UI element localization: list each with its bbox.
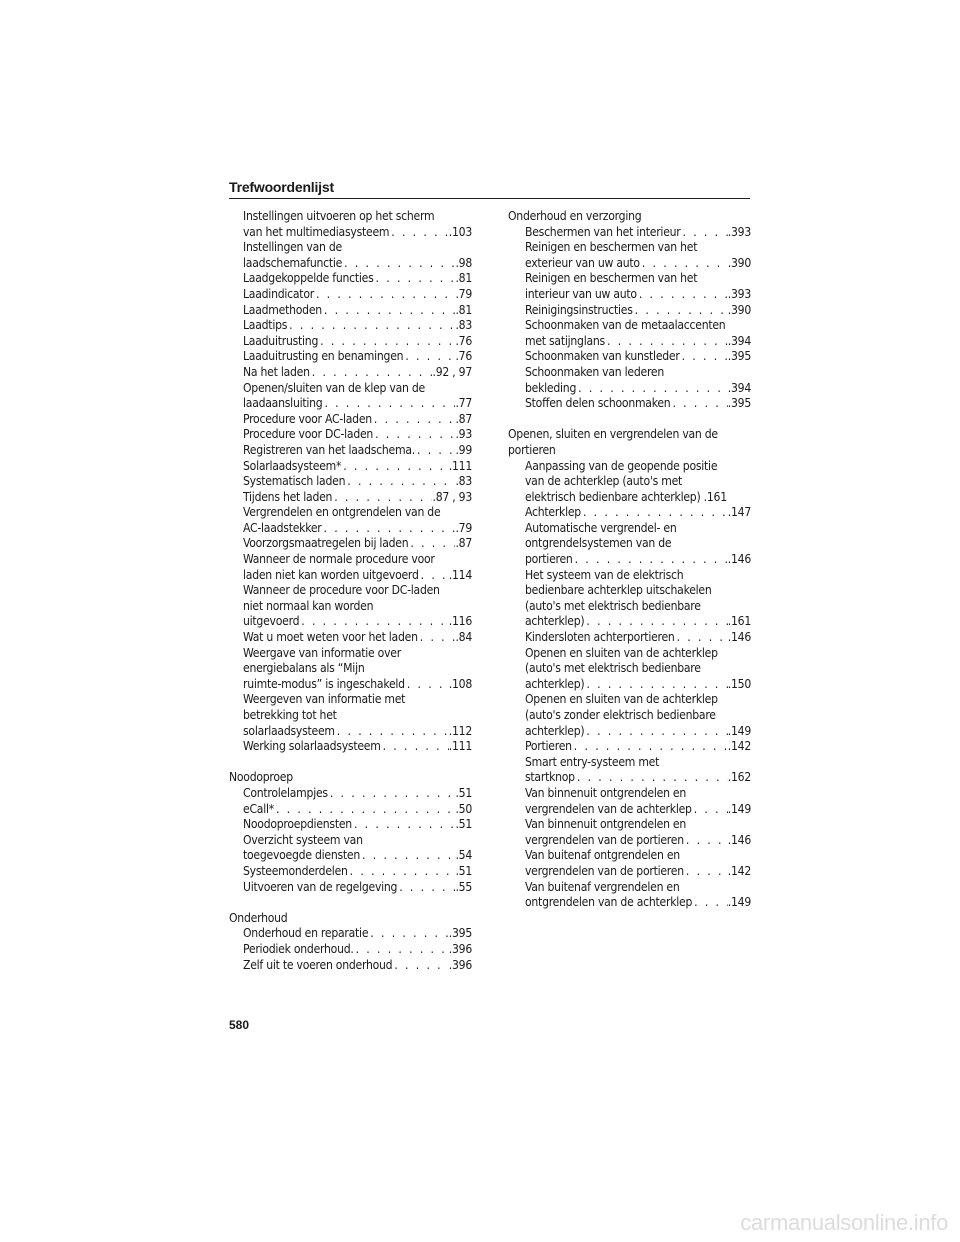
index-entry-label: Stoffen delen schoonmaken <box>525 396 671 411</box>
page-reference: .395 <box>448 926 472 941</box>
index-subentry <box>229 256 472 272</box>
index-entry-label: Controlelampjes <box>243 785 328 800</box>
page-reference: .150 <box>727 676 751 691</box>
dot-leader <box>680 349 728 365</box>
index-entry-label: Laadindicator <box>243 286 314 301</box>
index-column-right <box>508 209 751 911</box>
index-entry-label: Solarlaadsysteem* <box>243 458 342 473</box>
index-subentry-text: Van binnenuit ontgrendelen en <box>525 817 687 832</box>
index-subentry <box>508 770 751 786</box>
index-subentry <box>229 521 472 537</box>
index-subentry-text: Aanpassing van de geopende positie <box>525 458 718 473</box>
dot-leader <box>675 630 728 646</box>
dot-leader <box>354 942 449 958</box>
dot-leader <box>310 365 433 381</box>
index-subentry <box>229 739 472 755</box>
index-subentry <box>508 225 751 241</box>
index-subentry <box>229 614 472 630</box>
index-entry-label: laden niet kan worden uitgevoerd <box>243 567 419 582</box>
page-reference: .51 <box>455 785 472 800</box>
page-reference: .116 <box>448 614 472 629</box>
dot-leader <box>368 926 449 942</box>
dot-leader <box>381 739 449 755</box>
index-column-left <box>229 209 472 973</box>
index-entry-label: AC-laadstekker <box>243 520 322 535</box>
index-subentry <box>508 256 751 272</box>
dot-leader <box>405 677 449 693</box>
page-reference: .111 <box>448 739 472 754</box>
index-subentry <box>229 318 472 334</box>
page-reference: .103 <box>448 224 472 239</box>
index-entry-label: Kindersloten achterportieren <box>525 630 675 645</box>
index-entry-label: toegevoegde diensten <box>243 848 361 863</box>
page-reference: .161 <box>727 614 751 629</box>
index-entry-label: Laadgekoppelde functies <box>243 271 374 286</box>
index-entry-label: Voorzorgsmaatregelen bij laden <box>243 536 409 551</box>
index-subentry <box>229 926 472 942</box>
index-subentry <box>508 303 751 319</box>
index-subentry-text: energiebalans als “Mijn <box>243 661 365 676</box>
index-subentry-text: Schoonmaken van de metaalaccenten <box>525 318 726 333</box>
page-reference: .81 <box>455 302 472 317</box>
dot-leader <box>573 552 728 568</box>
page-reference: .393 <box>727 286 751 301</box>
index-subentry <box>229 443 472 459</box>
page-title: Trefwoordenlijst <box>229 179 334 195</box>
dot-leader <box>418 630 456 646</box>
index-subentry-text: niet normaal kan worden <box>243 598 374 613</box>
index-entry-label: ruimte-modus” is ingeschakeld <box>243 676 405 691</box>
index-subentry <box>229 536 472 552</box>
index-subentry-text: Wanneer de normale procedure voor <box>243 552 435 567</box>
index-subentry <box>229 412 472 428</box>
index-entry-label: van het multimediasysteem <box>243 224 390 239</box>
index-entry-label: solarlaadsysteem <box>243 723 335 738</box>
dot-leader <box>314 287 456 303</box>
page-reference: .51 <box>455 863 472 878</box>
page-reference: .162 <box>727 770 751 785</box>
index-entry-label: interieur van uw auto <box>525 286 637 301</box>
page-reference: .146 <box>727 630 751 645</box>
page-reference: .394 <box>727 333 751 348</box>
page-reference: .84 <box>455 630 472 645</box>
index-subentry <box>229 802 472 818</box>
dot-leader <box>274 802 456 818</box>
dot-leader <box>374 271 456 287</box>
index-subentry-text: Overzicht systeem van <box>243 832 363 847</box>
page-reference: .149 <box>727 723 751 738</box>
index-subentry-text: (auto's met elektrisch bedienbare <box>525 661 701 676</box>
index-entry-label: exterieur van uw auto <box>525 255 640 270</box>
page-reference: .149 <box>727 801 751 816</box>
index-entry-label: uitgevoerd <box>243 614 300 629</box>
dot-leader <box>633 303 728 319</box>
watermark: carmanualsonline.info <box>740 1210 948 1235</box>
index-entry-label: Laaduitrusting <box>243 333 319 348</box>
page-reference: .51 <box>455 817 472 832</box>
index-entry-label: met satijnglans <box>525 333 605 348</box>
dot-leader <box>692 802 728 818</box>
page-reference: .99 <box>455 442 472 457</box>
index-heading: Openen, sluiten en vergrendelen van de <box>508 427 718 442</box>
index-entry-label: vergrendelen van de portieren <box>525 832 684 847</box>
index-subentry <box>229 677 472 693</box>
dot-leader <box>403 349 455 365</box>
index-subentry <box>508 739 751 755</box>
index-subentry-text: bedienbare achterklep uitschakelen <box>525 583 712 598</box>
index-entry-label: Na het laden <box>243 364 310 379</box>
index-subentry <box>229 334 472 350</box>
index-entry-label: Procedure voor AC-laden <box>243 411 372 426</box>
index-subentry <box>508 381 751 397</box>
index-entry-label: Wat u moet weten voor het laden <box>243 630 418 645</box>
dot-leader <box>345 474 455 490</box>
dot-leader <box>575 770 728 786</box>
dot-leader <box>637 287 728 303</box>
page-reference: .396 <box>448 941 472 956</box>
dot-leader <box>397 880 455 896</box>
index-subentry <box>508 802 751 818</box>
entry-group-gap <box>229 895 472 911</box>
page-reference: .146 <box>727 552 751 567</box>
index-subentry <box>229 349 472 365</box>
index-subentry-text: Reinigen en beschermen van het <box>525 271 698 286</box>
entry-group-gap <box>229 755 472 771</box>
index-entry-label: startknop <box>525 770 575 785</box>
index-subentry <box>229 287 472 303</box>
index-subentry <box>508 334 751 350</box>
index-subentry-text: Instellingen uitvoeren op het scherm <box>243 209 435 223</box>
page-reference: .108 <box>448 676 472 691</box>
index-subentry-text: Reinigen en beschermen van het <box>525 240 698 255</box>
page-reference: .87 <box>455 536 472 551</box>
index-subentry <box>229 490 472 506</box>
index-subentry <box>508 895 751 911</box>
page-reference: .147 <box>727 505 751 520</box>
index-subentry <box>229 724 472 740</box>
page-reference: .393 <box>727 224 751 239</box>
index-subentry <box>229 880 472 896</box>
index-subentry <box>508 833 751 849</box>
index-entry-label: Portieren <box>525 739 572 754</box>
index-subentry-text: elektrisch bedienbare achterklep) .161 <box>525 489 727 504</box>
index-entry-label: Uitvoeren van de regelgeving <box>243 879 398 894</box>
page-reference: .390 <box>727 302 751 317</box>
dot-leader <box>419 568 449 584</box>
page-reference: .79 <box>455 520 472 535</box>
index-subentry-text: Van buitenaf ontgrendelen en <box>525 848 680 863</box>
index-heading: portieren <box>508 442 556 457</box>
index-subentry-text: Het systeem van de elektrisch <box>525 567 684 582</box>
index-entry-label: Zelf uit te voeren onderhoud <box>243 957 393 972</box>
index-heading: Onderhoud <box>229 910 288 925</box>
index-subentry <box>229 459 472 475</box>
page-reference: .114 <box>448 567 472 582</box>
page-number: 580 <box>229 1018 250 1032</box>
page-reference: .395 <box>727 396 751 411</box>
index-subentry-text: Smart entry-systeem met <box>525 754 660 769</box>
index-subentry-text: Weergeven van informatie met <box>243 692 406 707</box>
index-subentry <box>229 365 472 381</box>
index-entry-label: Tijdens het laden <box>243 489 333 504</box>
index-entry-label: ontgrendelen van de achterklep <box>525 895 693 910</box>
index-subentry <box>229 786 472 802</box>
dot-leader <box>322 303 456 319</box>
index-heading: Onderhoud en verzorging <box>508 209 642 223</box>
index-entry-label: eCall* <box>243 801 274 816</box>
index-entry-label: Onderhoud en reparatie <box>243 926 369 941</box>
page-reference: .93 <box>455 427 472 442</box>
index-entry-label: Systematisch laden <box>243 474 346 489</box>
dot-leader <box>322 521 456 537</box>
dot-leader <box>415 443 455 459</box>
page-reference: .55 <box>455 879 472 894</box>
page-reference: .87 , 93 <box>432 489 472 504</box>
index-entry-label: Laadmethoden <box>243 302 322 317</box>
dot-leader <box>299 614 449 630</box>
index-entry-label: achterklep) <box>525 676 585 691</box>
index-entry-label: achterklep) <box>525 723 585 738</box>
index-entry-label: Werking solarlaadsysteem <box>243 739 381 754</box>
page-reference: .142 <box>727 739 751 754</box>
index-subentry-text: Van buitenaf vergrendelen en <box>525 879 680 894</box>
page-reference: .394 <box>727 380 751 395</box>
dot-leader <box>389 225 449 241</box>
dot-leader <box>360 848 455 864</box>
page-reference: .50 <box>455 801 472 816</box>
index-entry-label: Laaduitrusting en benamingen <box>243 349 404 364</box>
index-entry-label: portieren <box>525 552 573 567</box>
index-subentry <box>229 271 472 287</box>
index-entry-label: Periodiek onderhoud. <box>243 941 354 956</box>
index-subentry <box>508 677 751 693</box>
page-reference: .146 <box>727 832 751 847</box>
index-subentry <box>229 942 472 958</box>
index-entry-label: vergrendelen van de portieren <box>525 863 684 878</box>
dot-leader <box>584 724 727 740</box>
page-reference: .79 <box>455 286 472 301</box>
index-subentry <box>229 568 472 584</box>
index-entry-label: Beschermen van het interieur <box>525 224 681 239</box>
index-entry-label: Registreren van het laadschema. <box>243 442 415 457</box>
page-reference: .54 <box>455 848 472 863</box>
dot-leader <box>318 334 455 350</box>
index-subentry <box>508 614 751 630</box>
dot-leader <box>348 864 456 880</box>
page-reference: .83 <box>455 318 472 333</box>
index-subentry <box>229 427 472 443</box>
page-reference: .87 <box>455 411 472 426</box>
index-subentry <box>508 505 751 521</box>
index-subentry-text: Wanneer de procedure voor DC-laden <box>243 583 440 598</box>
dot-leader <box>584 614 727 630</box>
dot-leader <box>328 786 456 802</box>
page-reference: .396 <box>448 957 472 972</box>
index-subentry <box>229 848 472 864</box>
index-subentry <box>508 724 751 740</box>
index-subentry-text: Weergave van informatie over <box>243 645 401 660</box>
index-entry-label: achterklep) <box>525 614 585 629</box>
page-header <box>229 178 750 199</box>
page-reference: .112 <box>448 723 472 738</box>
page-reference: .81 <box>455 271 472 286</box>
index-subentry-text: Van binnenuit ontgrendelen en <box>525 785 687 800</box>
index-entry-label: laadschemafunctie <box>243 255 343 270</box>
index-subentry-text: Schoonmaken van lederen <box>525 364 665 379</box>
index-subentry-text: van de achterklep (auto's met <box>525 474 683 489</box>
dot-leader <box>692 895 728 911</box>
page-reference: .92 , 97 <box>432 364 472 379</box>
index-subentry-text: Vergrendelen en ontgrendelen van de <box>243 505 441 520</box>
index-entry-label: laadaansluiting <box>243 396 323 411</box>
index-subentry <box>229 474 472 490</box>
page-reference: .76 <box>455 349 472 364</box>
index-subentry-text: (auto's zonder elektrisch bedienbare <box>525 708 716 722</box>
index-subentry <box>508 552 751 568</box>
index-entry-label: Laadtips <box>243 318 288 333</box>
index-subentry <box>508 287 751 303</box>
index-subentry <box>229 817 472 833</box>
index-subentry <box>229 864 472 880</box>
index-subentry-text: Instellingen van de <box>243 240 342 255</box>
dot-leader <box>576 381 728 397</box>
index-entry-label: Noodoproepdiensten <box>243 817 352 832</box>
index-entry-label: Schoonmaken van kunstleder <box>525 349 680 364</box>
index-subentry <box>229 396 472 412</box>
index-heading: Noodoproep <box>229 770 293 785</box>
dot-leader <box>640 256 728 272</box>
dot-leader <box>372 412 456 428</box>
index-entry-label: bekleding <box>525 380 577 395</box>
index-subentry <box>229 303 472 319</box>
index-subentry-text: Openen en sluiten van de achterklep <box>525 645 718 660</box>
dot-leader <box>584 677 727 693</box>
index-subentry-text: (auto's met elektrisch bedienbare <box>525 598 701 613</box>
dot-leader <box>373 427 455 443</box>
dot-leader <box>341 459 449 475</box>
page-reference: .142 <box>727 863 751 878</box>
index-entry-label: vergrendelen van de achterklep <box>525 801 692 816</box>
dot-leader <box>332 490 432 506</box>
index-subentry <box>508 349 751 365</box>
index-entry-label: Procedure voor DC-laden <box>243 427 374 442</box>
index-entry-label: Reinigingsinstructies <box>525 302 633 317</box>
index-subentry-text: Openen/sluiten van de klep van de <box>243 380 425 395</box>
index-subentry-text: ontgrendelsystemen van de <box>525 536 672 551</box>
dot-leader <box>287 318 455 334</box>
index-subentry <box>508 630 751 646</box>
index-subentry <box>229 958 472 974</box>
page-reference: .390 <box>727 255 751 270</box>
index-subentry-text: betrekking tot het <box>243 708 337 722</box>
page-reference: .77 <box>455 396 472 411</box>
dot-leader <box>352 817 456 833</box>
dot-leader <box>408 536 455 552</box>
dot-leader <box>605 334 728 350</box>
entry-group-gap <box>508 412 751 428</box>
dot-leader <box>581 505 728 521</box>
dot-leader <box>342 256 455 272</box>
index-subentry-text: Automatische vergrendel- en <box>525 520 677 535</box>
index-entry-label: Achterklep <box>525 505 581 520</box>
dot-leader <box>681 225 728 241</box>
dot-leader <box>392 958 448 974</box>
page-reference: .111 <box>448 458 472 473</box>
dot-leader <box>322 396 455 412</box>
dot-leader <box>684 833 728 849</box>
dot-leader <box>572 739 728 755</box>
page-reference: .76 <box>455 333 472 348</box>
page-reference: .395 <box>727 349 751 364</box>
index-subentry <box>508 396 751 412</box>
dot-leader <box>670 396 727 412</box>
index-subentry <box>229 630 472 646</box>
index-entry-label: Systeemonderdelen <box>243 863 348 878</box>
index-subentry <box>508 864 751 880</box>
index-subentry-text: Openen en sluiten van de achterklep <box>525 692 718 707</box>
dot-leader <box>335 724 449 740</box>
page-reference: .83 <box>455 474 472 489</box>
dot-leader <box>684 864 728 880</box>
page-reference: .149 <box>727 895 751 910</box>
index-subentry <box>229 225 472 241</box>
page-reference: .98 <box>455 255 472 270</box>
